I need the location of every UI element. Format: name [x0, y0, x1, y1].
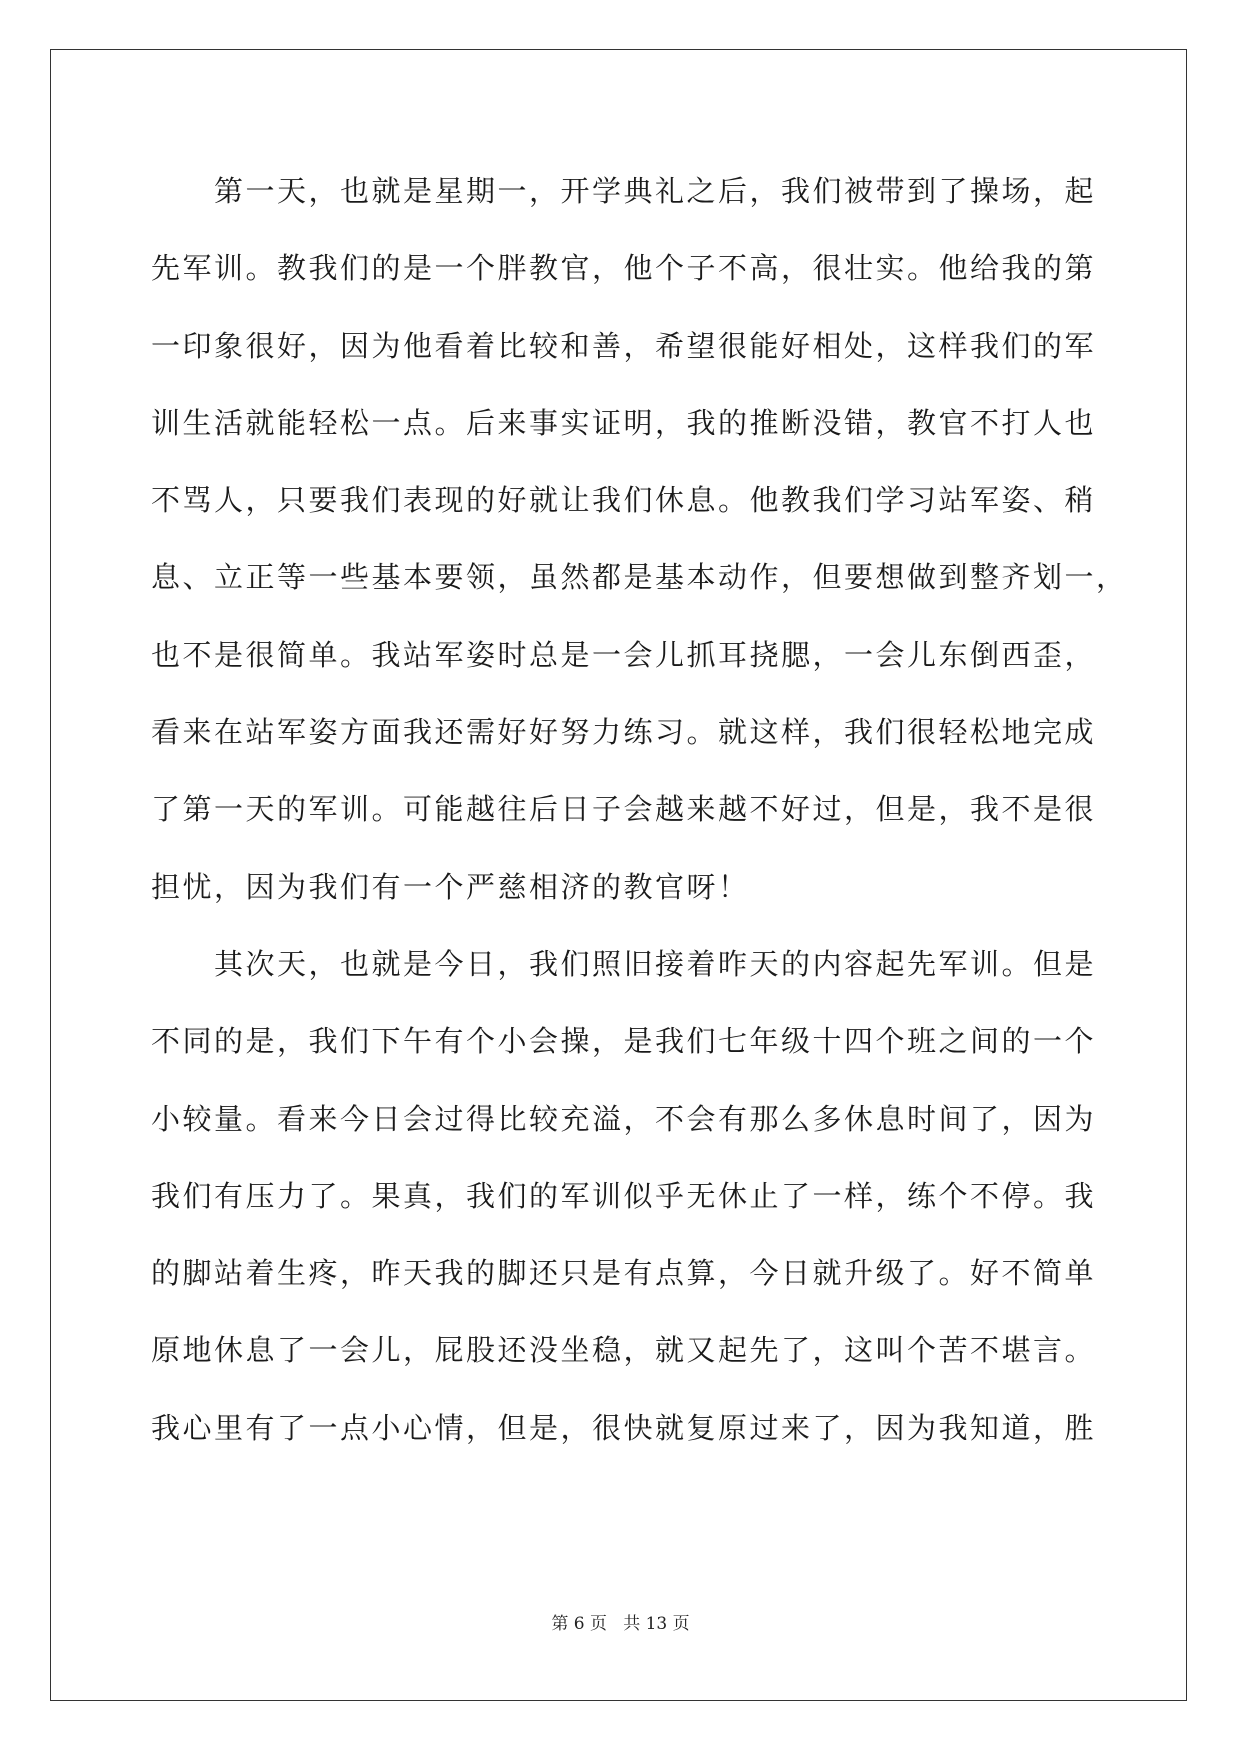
text-line: 的脚站着生疼，昨天我的脚还只是有点算，今日就升级了。好不简单 — [151, 1256, 1097, 1291]
footer-spacer — [607, 1614, 623, 1634]
text-line: 一印象很好，因为他看着比较和善，希望很能好相处，这样我们的军 — [151, 328, 1097, 363]
page-total: 共 13 页 — [623, 1614, 690, 1634]
text-line: 看来在站军姿方面我还需好好努力练习。就这样，我们很轻松地完成 — [151, 715, 1097, 750]
page-number: 第 6 页 — [551, 1614, 607, 1634]
text-line: 先军训。教我们的是一个胖教官，他个子不高，很壮实。他给我的第 — [151, 251, 1097, 286]
text-line: 不同的是，我们下午有个小会操，是我们七年级十四个班之间的一个 — [151, 1024, 1097, 1059]
document-body — [151, 160, 1128, 1474]
text-line: 原地休息了一会儿，屁股还没坐稳，就又起先了，这叫个苦不堪言。 — [151, 1333, 1097, 1368]
text-line: 担忧，因为我们有一个严慈相济的教官呀！ — [151, 869, 750, 904]
text-line: 不骂人，只要我们表现的好就让我们休息。他教我们学习站军姿、稍 — [151, 483, 1097, 518]
text-line: 息、立正等一些基本要领，虽然都是基本动作，但要想做到整齐划一， — [151, 560, 1128, 595]
text-line: 了第一天的军训。可能越往后日子会越来越不好过，但是，我不是很 — [151, 792, 1097, 827]
text-line: 我们有压力了。果真，我们的军训似乎无休止了一样，练个不停。我 — [151, 1178, 1097, 1213]
text-line: 其次天，也就是今日，我们照旧接着昨天的内容起先军训。但是 — [214, 946, 1097, 981]
text-line: 训生活就能轻松一点。后来事实证明，我的推断没错，教官不打人也 — [151, 405, 1097, 440]
page-footer — [0, 1609, 1241, 1634]
text-line: 也不是很简单。我站军姿时总是一会儿抓耳挠腮，一会儿东倒西歪， — [151, 637, 1097, 672]
text-line: 我心里有了一点小心情，但是，很快就复原过来了，因为我知道，胜 — [151, 1410, 1097, 1445]
text-line: 小较量。看来今日会过得比较充溢，不会有那么多休息时间了，因为 — [151, 1101, 1097, 1136]
text-line: 第一天，也就是星期一，开学典礼之后，我们被带到了操场，起 — [214, 174, 1097, 208]
